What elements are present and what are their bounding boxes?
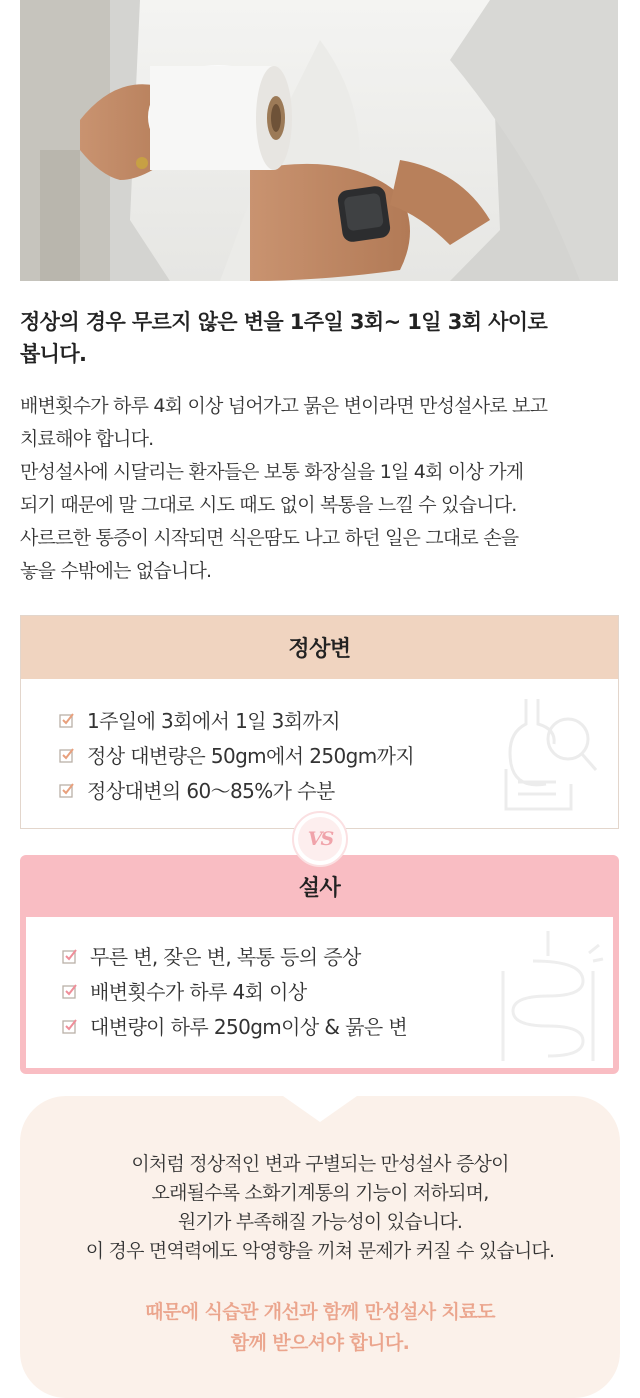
- summary-line: 원기가 부족해질 가능성이 있습니다.: [177, 1211, 463, 1233]
- body-line: 만성설사에 시달리는 환자들은 보통 화장실을 1일 4회 이상 가게: [20, 461, 524, 483]
- list-item-text: 배변횟수가 하루 4회 이상: [90, 980, 307, 1004]
- stomach-magnifier-icon: [496, 694, 600, 814]
- summary-line: 오래될수록 소화기계통의 기능이 저하되며,: [151, 1182, 489, 1204]
- accent-line: 때문에 식습관 개선과 함께 만성설사 치료도: [145, 1301, 495, 1323]
- list-item-text: 정상 대변량은 50gm에서 250gm까지: [87, 744, 415, 768]
- summary-line: 이 경우 면역력에도 악영향을 끼쳐 문제가 커질 수 있습니다.: [85, 1240, 555, 1262]
- summary-text: [20, 1150, 620, 1266]
- vs-icon: VS: [298, 817, 342, 861]
- checkbox-check-icon: [59, 747, 75, 763]
- list-item-text: 1주일에 3회에서 1일 3회까지: [87, 709, 340, 733]
- checkbox-check-icon: [59, 782, 75, 798]
- checkbox-check-icon: [62, 1018, 78, 1034]
- body-paragraph: [20, 390, 630, 588]
- headline-line: 정상의 경우 무르지 않은 변을 1주일 3회~ 1일 3회 사이로: [20, 310, 548, 334]
- list-item-text: 대변량이 하루 250gm이상 & 묽은 변: [90, 1015, 408, 1039]
- body-line: 치료해야 합니다.: [20, 428, 154, 450]
- list-item-text: 정상대변의 60～85%가 수분: [87, 779, 335, 803]
- headline-line: 봅니다.: [20, 342, 87, 366]
- body-line: 배변횟수가 하루 4회 이상 넘어가고 묽은 변이라면 만성설사로 보고: [20, 395, 548, 417]
- diarrhea-card: [20, 855, 619, 1074]
- normal-stool-card: [20, 615, 619, 829]
- headline: [20, 306, 620, 370]
- body-line: 되기 때문에 말 그대로 시도 때도 없이 복통을 느낄 수 있습니다.: [20, 494, 517, 516]
- body-line: 놓을 수밖에는 없습니다.: [20, 560, 212, 582]
- diarrhea-title: 설사: [298, 875, 341, 901]
- checkbox-check-icon: [62, 948, 78, 964]
- hero-photo: [20, 0, 618, 281]
- toilet-paper-photo: [20, 0, 618, 281]
- vs-badge: [292, 811, 348, 867]
- checkbox-check-icon: [59, 712, 75, 728]
- normal-stool-title: 정상변: [21, 616, 618, 679]
- accent-line: 함께 받으셔야 합니다.: [230, 1332, 410, 1354]
- intestine-icon: [493, 931, 605, 1061]
- list-item-text: 무른 변, 잦은 변, 복통 등의 증상: [90, 945, 361, 969]
- summary-line: 이처럼 정상적인 변과 구별되는 만성설사 증상이: [131, 1153, 509, 1175]
- body-line: 사르르한 통증이 시작되면 식은땀도 나고 하던 일은 그대로 손을: [20, 527, 519, 549]
- summary-accent: [20, 1297, 620, 1359]
- checkbox-check-icon: [62, 983, 78, 999]
- diarrhea-list: [26, 917, 613, 1068]
